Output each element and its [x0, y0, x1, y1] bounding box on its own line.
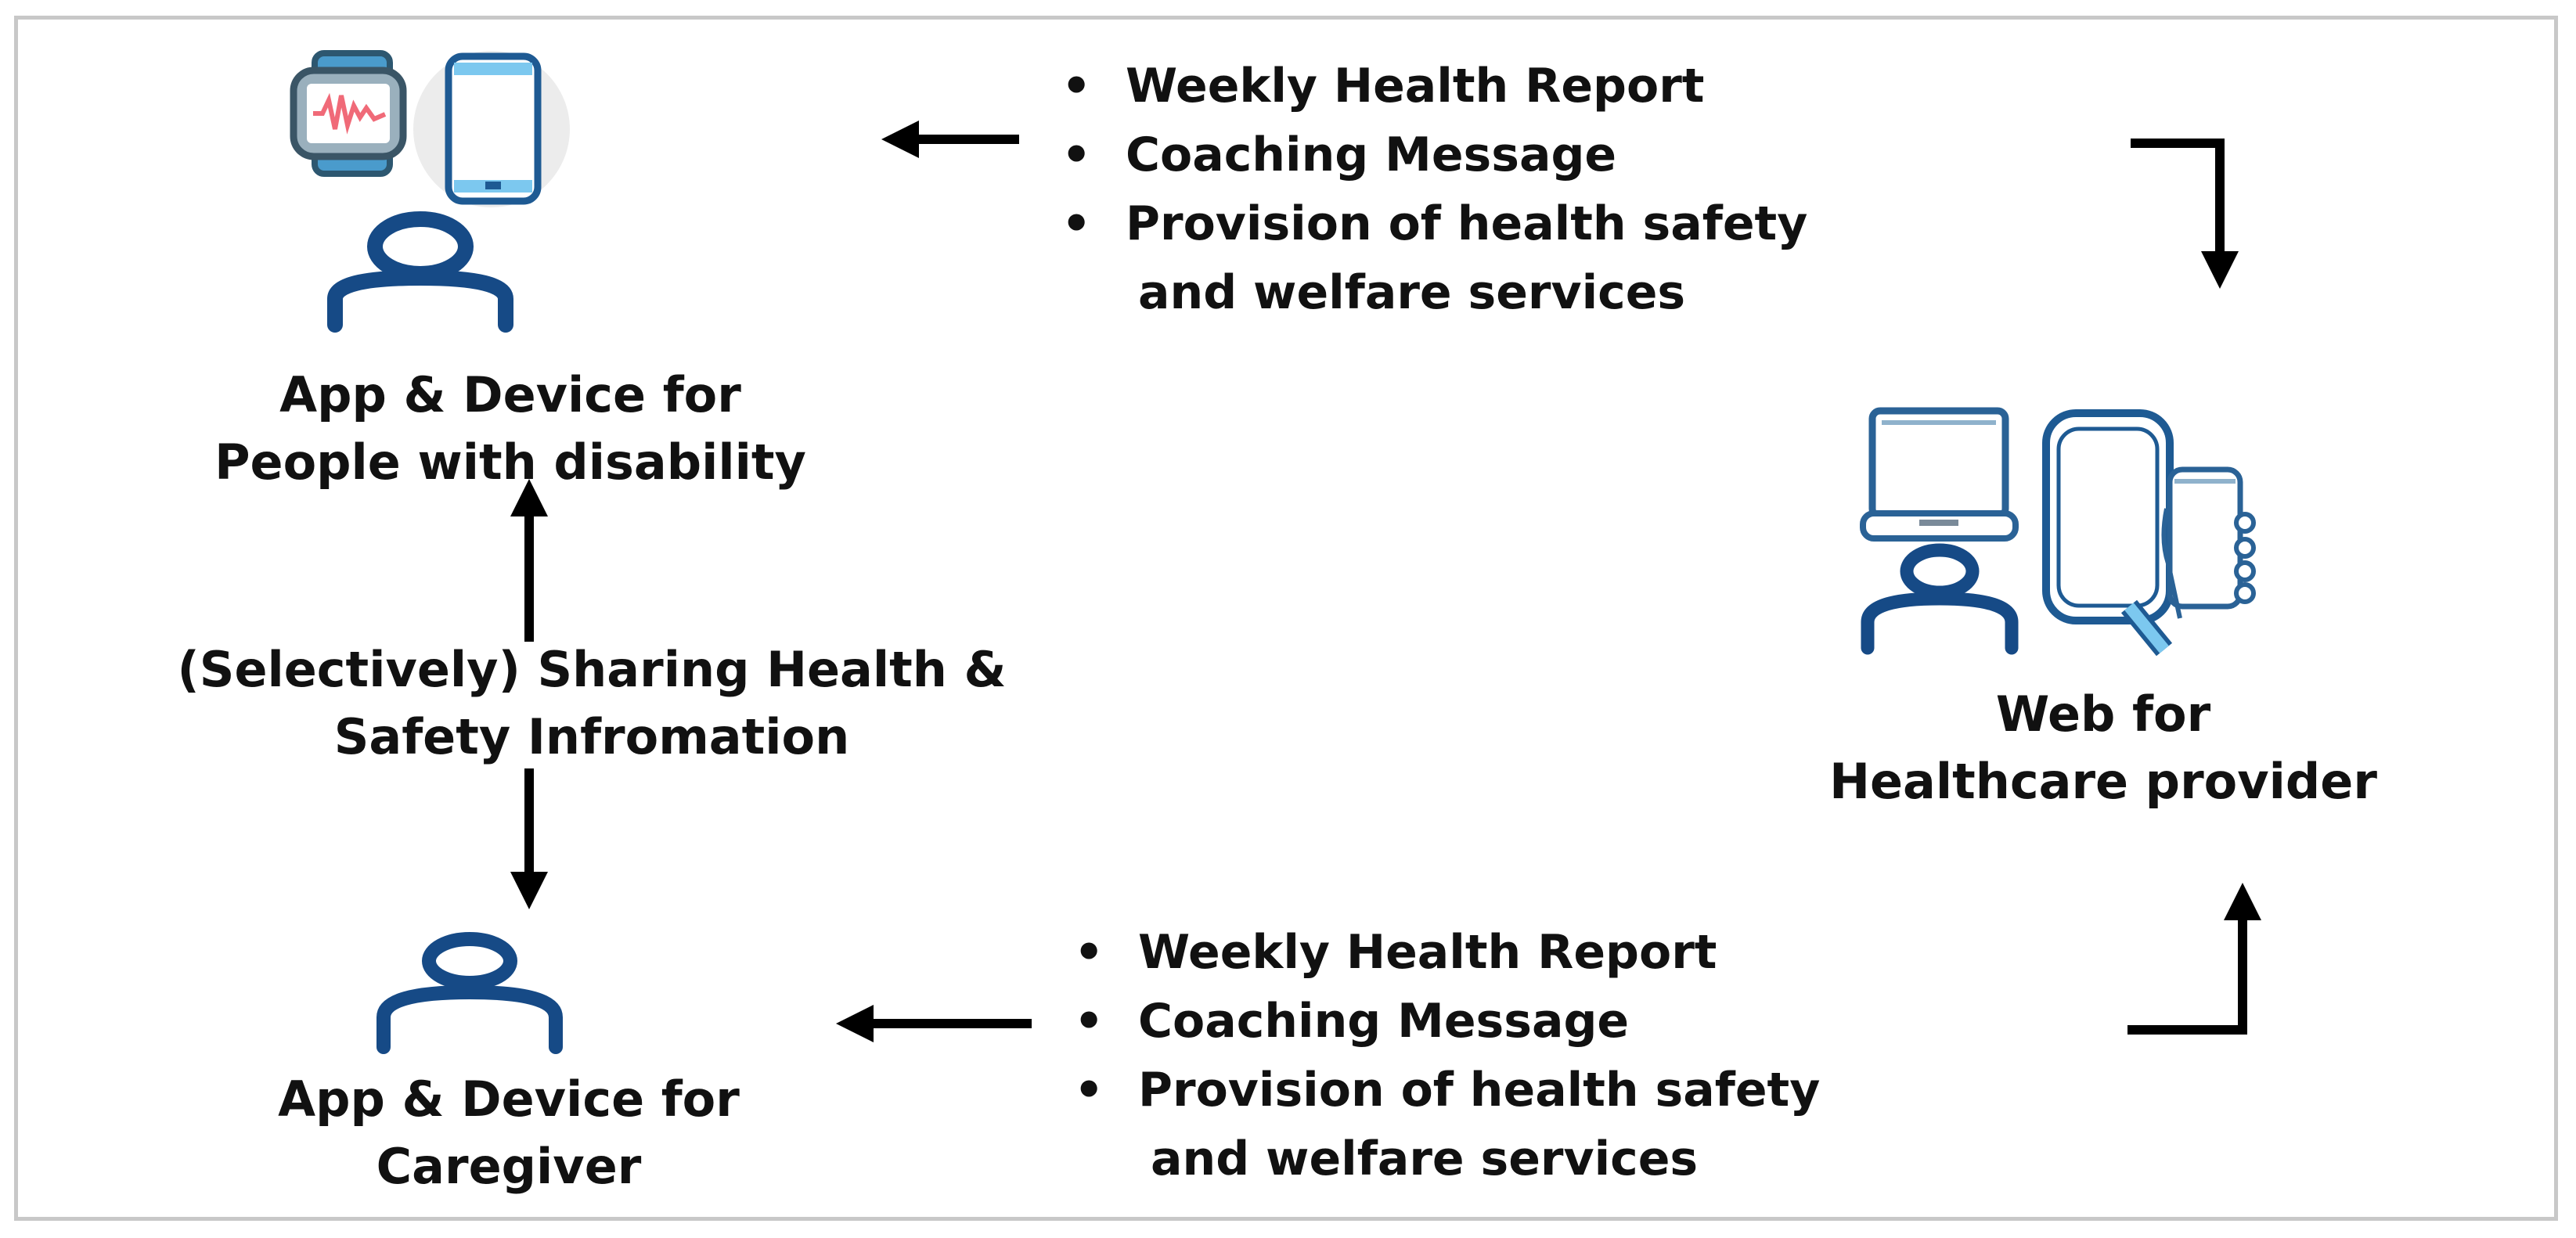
list-item: [1074, 987, 1820, 1056]
item-text: Weekly Health Report: [1126, 59, 1705, 113]
person-icon: [335, 219, 506, 325]
tablet-icon: [2046, 413, 2170, 650]
item-text: Coaching Message: [1126, 128, 1617, 182]
top-services-list: [1061, 52, 1807, 327]
bullet: •: [1074, 1063, 1104, 1117]
provider-label: [1829, 681, 2377, 815]
smartphone-icon: [449, 56, 538, 201]
list-item: [1061, 189, 1807, 327]
provider-label-line1: Web for: [1995, 686, 2211, 743]
list-item: [1074, 1056, 1820, 1193]
caregiver-label-line1: App & Device for: [278, 1071, 740, 1128]
item-text: Provision of health safety: [1138, 1063, 1821, 1117]
sharing-label-line1: (Selectively) Sharing Health &: [177, 641, 1007, 698]
elbow-arrow-top-right: [2131, 143, 2220, 270]
bullet: •: [1061, 196, 1092, 251]
provider-person-icon: [1868, 550, 2012, 648]
bullet: •: [1074, 994, 1104, 1049]
item-continuation: and welfare services: [1138, 265, 1686, 320]
laptop-icon: [1863, 411, 2016, 538]
bullet: •: [1074, 925, 1104, 980]
caregiver-person-icon: [384, 939, 556, 1047]
list-item: [1074, 918, 1820, 987]
sharing-label-line2: Safety Infromation: [333, 708, 850, 765]
list-item: [1061, 52, 1807, 121]
sharing-label: [177, 636, 1006, 771]
item-text: Coaching Message: [1138, 994, 1630, 1049]
patient-label-line2: People with disability: [214, 434, 806, 491]
item-text: Provision of health safety: [1126, 196, 1808, 251]
patient-label: [214, 362, 806, 496]
provider-label-line2: Healthcare provider: [1829, 753, 2377, 810]
hand-phone-icon: [2163, 470, 2254, 618]
smartwatch-icon: [294, 53, 403, 174]
bullet: •: [1061, 59, 1092, 113]
bottom-services-list: [1074, 918, 1820, 1193]
patient-label-line1: App & Device for: [279, 366, 741, 423]
list-item: [1061, 121, 1807, 189]
bullet: •: [1061, 128, 1092, 182]
caregiver-label-line2: Caregiver: [376, 1138, 642, 1195]
elbow-arrow-bottom-right: [2127, 902, 2243, 1030]
caregiver-label: [278, 1066, 740, 1200]
item-continuation: and welfare services: [1151, 1132, 1699, 1186]
item-text: Weekly Health Report: [1138, 925, 1717, 980]
